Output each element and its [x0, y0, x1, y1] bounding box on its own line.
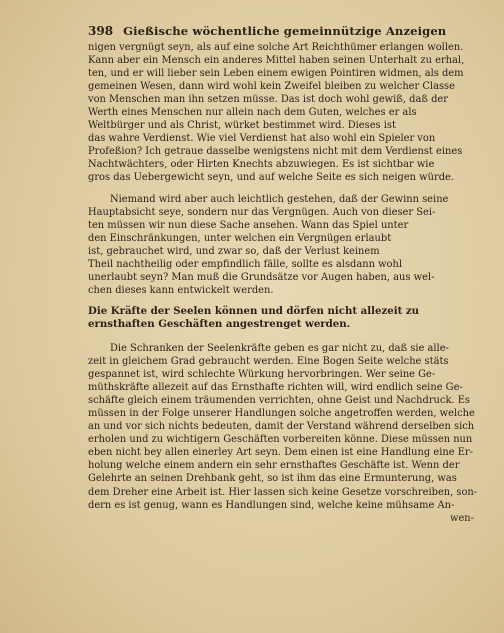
text-line: chen dieses kann entwickelt werden. — [88, 284, 274, 296]
text-line: ist, gebrauchet wird, und zwar so, daß der Verlust keinem — [88, 245, 380, 257]
page-number: 398 — [88, 24, 114, 38]
text-line: Hauptabsicht seye, sondern nur das Vergnügen. Auch von dieser Sei- — [88, 206, 436, 218]
text-line: holung welche einem andern ein sehr ernsthaftes Geschäfte ist. Wenn der — [88, 460, 460, 472]
text-line: unerlaubt seyn? Man muß die Grundsätze vor Augen haben, aus wel- — [88, 271, 435, 283]
section-heading — [88, 305, 474, 331]
text-line: Gelehrte an seinen Drehbank geht, so ist ihm das eine Ermunterung, was — [88, 473, 457, 485]
text-line: Kann aber ein Mensch ein anderes Mittel haben seinen Unterhalt zu erhal, — [88, 55, 465, 67]
text-line: ten müssen wir nun diese Sache ansehen. Wann das Spiel unter — [88, 219, 409, 231]
text-line: den Einschränkungen, unter welchen ein Vergnügen erlaubt — [88, 232, 392, 244]
heading-line: Die Kräfte der Seelen können und dörfen nicht allezeit zu — [88, 304, 420, 317]
text-line: ten, und er will lieber sein Leben einem ewigen Pointiren widmen, als dem — [88, 68, 464, 80]
text-line: gemeinen Wesen, dann wird wohl kein Zweifel bleiben zu welcher Classe — [88, 81, 455, 93]
running-title: Gießische wöchentliche gemeinnützige Anzeigen — [123, 24, 447, 38]
paragraph-2 — [88, 193, 474, 297]
heading-line: ernsthaften Geschäften angestrenget werden. — [88, 317, 351, 330]
text-line: zeit in gleichem Grad gebraucht werden. Eine Bogen Seite welche stäts — [88, 356, 449, 368]
text-line: gros das Uebergewicht seyn, und auf welche Seite es sich neigen würde. — [88, 172, 455, 184]
page-header — [88, 24, 474, 38]
text-line: eben nicht bey allen einerley Art seyn. Dem einen ist eine Handlung eine Er- — [88, 447, 473, 459]
paragraph-3 — [88, 342, 478, 525]
text-line: Nachtwächters, oder Hirten Knechts abzuwiegen. Es ist sichtbar wie — [88, 159, 435, 171]
text-line: Die Schranken der Seelenkräfte geben es gar nicht zu, daß sie alle- — [110, 342, 449, 354]
text-line: dern es ist genug, wann es Handlungen sind, welche keine mühsame An- — [88, 499, 455, 511]
catchword: wen- — [450, 512, 474, 524]
paragraph-1 — [88, 41, 474, 185]
text-line: nigen vergnügt seyn, als auf eine solche Art Reichthümer erlangen wollen. — [88, 42, 464, 53]
text-line: von Menschen man ihn setzen müsse. Das ist doch wohl gewiß, daß der — [88, 94, 448, 106]
text-line: Niemand wird aber auch leichtlich gestehen, daß der Gewinn seine — [110, 193, 449, 205]
text-line: Profeßion? Ich getraue dasselbe wenigstens nicht mit dem Verdienst eines — [88, 146, 463, 158]
text-line: erholen und zu wichtigern Geschäften vorbereiten könne. Diese müssen nun — [88, 434, 473, 446]
text-line: Weltbürger und als Christ, würket bestimmet wird. Dieses ist — [88, 120, 396, 132]
text-line: dem Dreher eine Arbeit ist. Hier lassen sich keine Gesetze vorschreiben, son- — [88, 486, 478, 498]
text-line: müthskräfte allezeit auf das Ernsthafte richten will, wird endlich seine Ge- — [88, 382, 463, 394]
text-line: Theil nachtheilig oder empfindlich fälle, sollte es alsdann wohl — [88, 258, 403, 270]
text-line: Werth eines Menschen nur allein nach dem Guten, welches er als — [88, 107, 417, 119]
text-line: das wahre Verdienst. Wie viel Verdienst hat also wohl ein Spieler von — [88, 133, 436, 145]
text-line: schäfte gleich einem träumenden verrichten, ohne Geist und Nachdruck. Es — [88, 395, 470, 407]
text-line: müssen in der Folge unserer Handlungen solche angetroffen werden, welche — [88, 408, 475, 420]
text-line: an und vor sich nichts bedeuten, damit der Verstand während derselben sich — [88, 421, 475, 433]
text-line: gespannet ist, wird schlechte Würkung hervorbringen. Wer seine Ge- — [88, 369, 436, 381]
